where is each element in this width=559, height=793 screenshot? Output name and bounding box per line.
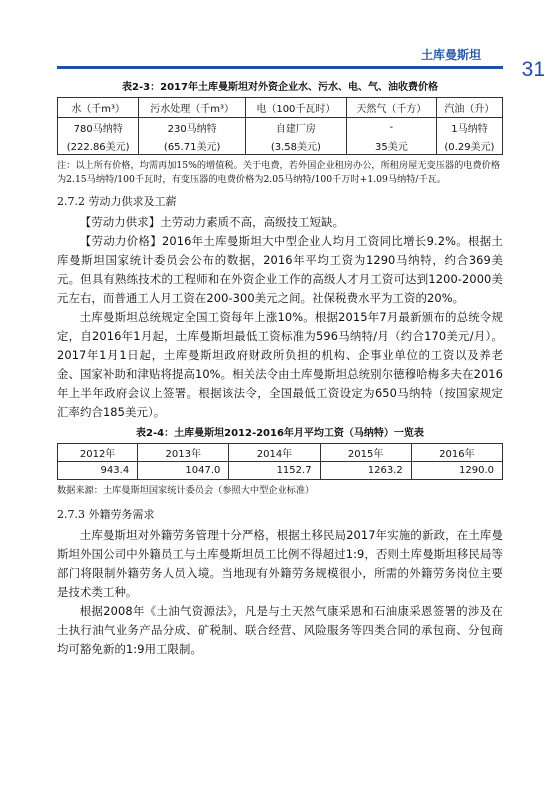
table-header-cell: 2016年 [411,444,502,462]
table-header-cell: 2012年 [58,444,138,462]
data-source: 数据来源：土库曼斯坦国家统计委员会（参照大中型企业标准） [57,485,315,496]
table-cell: 230马纳特 [139,118,246,137]
table-cell: 35美元 [346,136,436,155]
table-header-cell: 2013年 [138,444,229,462]
table-cell: (65.71美元) [139,136,246,155]
table-cell: (3.58美元) [245,136,346,155]
table-caption: 表2-4：土库曼斯坦2012-2016年月平均工资（马纳特）一览表 [136,428,424,439]
table-row [58,118,503,137]
header-rule [57,66,503,69]
paragraph: 【劳动力供求】土劳动力素质不高，高级技工短缺。 [79,215,345,229]
paragraph: 根据2008年《土油气资源法》，凡是与土天然气康采恩和石油康采恩签署的涉及在土执行油气业务产品分成、矿税制、联合经营、风险服务等四类合同的承包商、分包商均可豁免新的1:9用工限制。 [57,604,503,656]
section-heading: 2.7.2 劳动力供求及工薪 [57,195,177,208]
table-cell: 1290.0 [411,462,502,480]
page-content [57,78,503,659]
table-header-cell: 天然气（千方） [346,98,436,118]
paragraph: 【劳动力价格】2016年土库曼斯坦大中型企业人均月工资同比增长9.2%。根据土库曼斯坦国家统计委员会公布的数据，2016年平均工资为1290马纳特，约合369美元。但具有熟练技术的工程师和在外资企业工作的高级人才月工资可达到1200-2000美元左右，而普通工人月工资在200-300美元之间。社保税费水平为工资的20%。 [57,234,503,305]
table-cell: 943.4 [58,462,138,480]
table-cell: (222.86美元) [58,136,139,155]
table-caption: 表2-3：2017年土库曼斯坦对外资企业水、污水、电、气、油收费价格 [122,82,438,93]
table-header-cell: 污水处理（千m³） [139,98,246,118]
table-cell: - [346,118,436,137]
table-row [58,462,503,480]
paragraph: 土库曼斯坦总统规定全国工资每年上涨10%。根据2015年7月最新颁布的总统令规定，自2016年1月起，土库曼斯坦最低工资标准为596马纳特/月（约合170美元/月）。2017年1月1日起，土库曼斯坦政府财政所负担的机构、企事业单位的工资以及养老金、国家补助和津贴将提高10%。相关法令由土库曼斯坦总统别尔德穆哈梅多夫在2016年上半年政府会议上签署。根据该法令，全国最低工资设定为650马纳特（按国家规定汇率约合185美元）。 [57,310,503,419]
table-header-row [58,98,503,118]
table-header-cell: 电（100千瓦时） [245,98,346,118]
table-cell: 1152.7 [229,462,320,480]
table-cell: (0.29美元) [436,136,502,155]
wage-table [57,443,503,480]
table-cell: 1263.2 [320,462,411,480]
table-header-cell: 汽油（升） [436,98,502,118]
table-header-cell: 2015年 [320,444,411,462]
table-header-row [58,444,503,462]
utility-price-table [57,97,503,155]
table-cell: 1马纳特 [436,118,502,137]
table-note: 注：以上所有价格，均需再加15%的增值税。关于电费，若外国企业租房办公，所租房屋无变压器的电费价格为2.15马纳特/100千瓦时，有变压器的电费价格为2.05马纳特/100千万时+1.09马纳特/千瓦。 [57,160,501,185]
table-header-cell: 2014年 [229,444,320,462]
running-header-country: 土库曼斯坦 [420,48,481,62]
page-number: 31 [521,58,545,81]
table-header-cell: 水（千m³） [58,98,139,118]
table-row [58,136,503,155]
table-cell: 1047.0 [138,462,229,480]
table-cell: 780马纳特 [58,118,139,137]
table-cell: 自建厂房 [245,118,346,137]
paragraph: 土库曼斯坦对外籍劳务管理十分严格，根据土移民局2017年实施的新政，在土库曼斯坦外国公司中外籍员工与土库曼斯坦员工比例不得超过1:9，否则土库曼斯坦移民局等部门将限制外籍劳务人员入境。当地现有外籍劳务规模很小，所需的外籍劳务岗位主要是技术类工种。 [57,528,503,599]
section-heading: 2.7.3 外籍劳务需求 [57,508,155,521]
